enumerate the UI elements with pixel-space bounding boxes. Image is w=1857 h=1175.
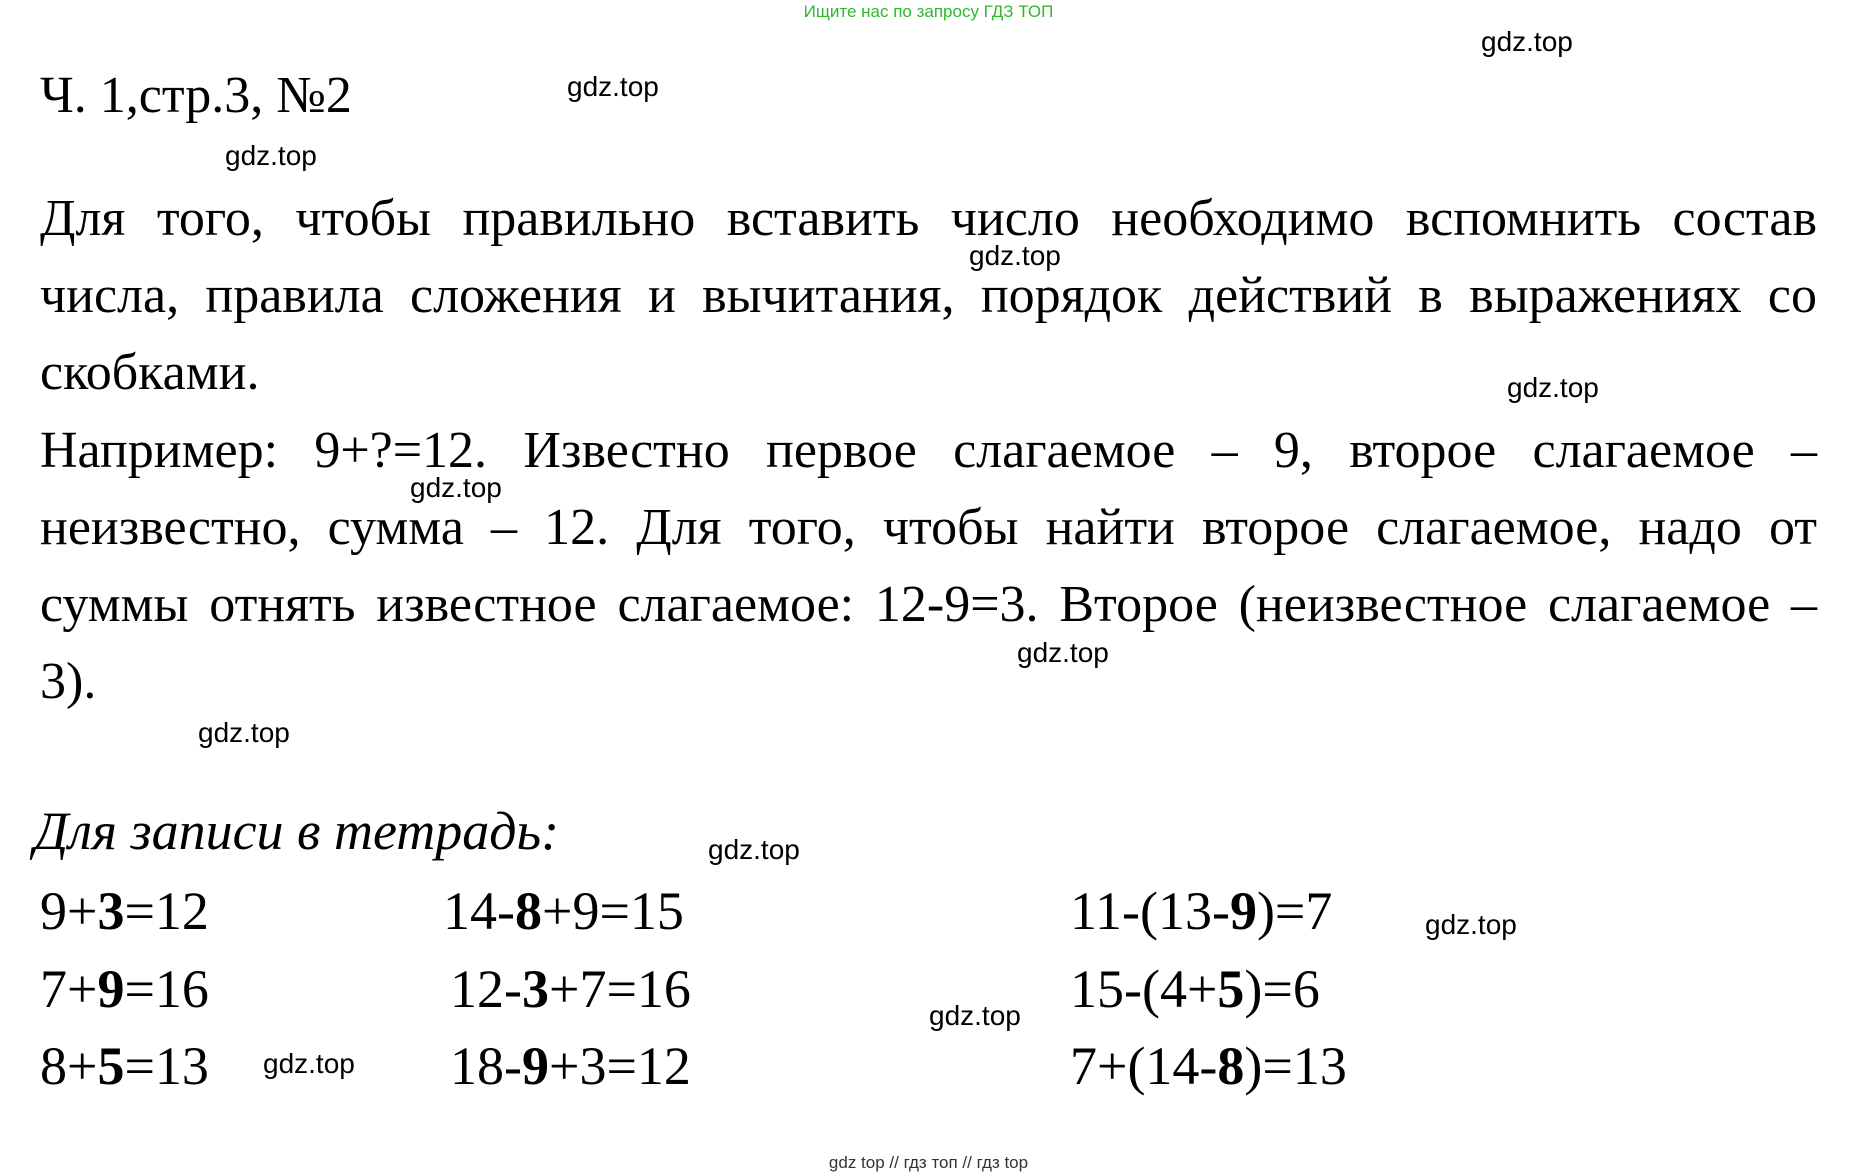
equation: 14-8+9=15 xyxy=(443,881,684,941)
intro-paragraph: Для того, чтобы правильно вставить число необходимо вспомнить состав числа, правила сложения и вычитания, порядок действий в выражениях со скобками. xyxy=(40,190,1817,401)
equation: 7+9=16 xyxy=(40,959,209,1019)
watermark: gdz.top xyxy=(198,717,290,748)
watermark: gdz.top xyxy=(929,1000,1021,1031)
footer-links[interactable]: gdz top // гдз топ // гдз top xyxy=(828,1153,1029,1172)
watermark: gdz.top xyxy=(567,71,659,102)
example-paragraph: Например: 9+?=12. Известно первое слагаемое – 9, второе слагаемое – неизвестно, сумма – 12. Для того, чтобы найти второе слагаемое, надо от суммы отнять известное слагаемое: 12-9=3. Второе (неизвестное слагаемое – 3). xyxy=(40,422,1817,710)
watermark: gdz.top xyxy=(1425,909,1517,940)
equation: 18-9+3=12 xyxy=(450,1036,691,1096)
equation: 15-(4+5)=6 xyxy=(1070,959,1320,1019)
watermark: gdz.top xyxy=(708,834,800,865)
top-search-banner[interactable]: Ищите нас по запросу ГДЗ ТОП xyxy=(803,2,1054,21)
watermark: gdz.top xyxy=(263,1048,355,1079)
equation: 9+3=12 xyxy=(40,881,209,941)
watermark: gdz.top xyxy=(1017,637,1109,668)
equation: 12-3+7=16 xyxy=(450,959,691,1019)
watermark: gdz.top xyxy=(225,140,317,171)
equation: 7+(14-8)=13 xyxy=(1070,1036,1347,1096)
watermark: gdz.top xyxy=(1481,26,1573,57)
page-title: Ч. 1,стр.3, №2 xyxy=(40,67,352,124)
watermark: gdz.top xyxy=(1507,372,1599,403)
watermark: gdz.top xyxy=(410,472,502,503)
equation: 11-(13-9)=7 xyxy=(1070,881,1333,941)
notebook-label: Для записи в тетрадь: xyxy=(34,801,560,861)
watermark: gdz.top xyxy=(969,240,1061,271)
equation: 8+5=13 xyxy=(40,1036,209,1096)
